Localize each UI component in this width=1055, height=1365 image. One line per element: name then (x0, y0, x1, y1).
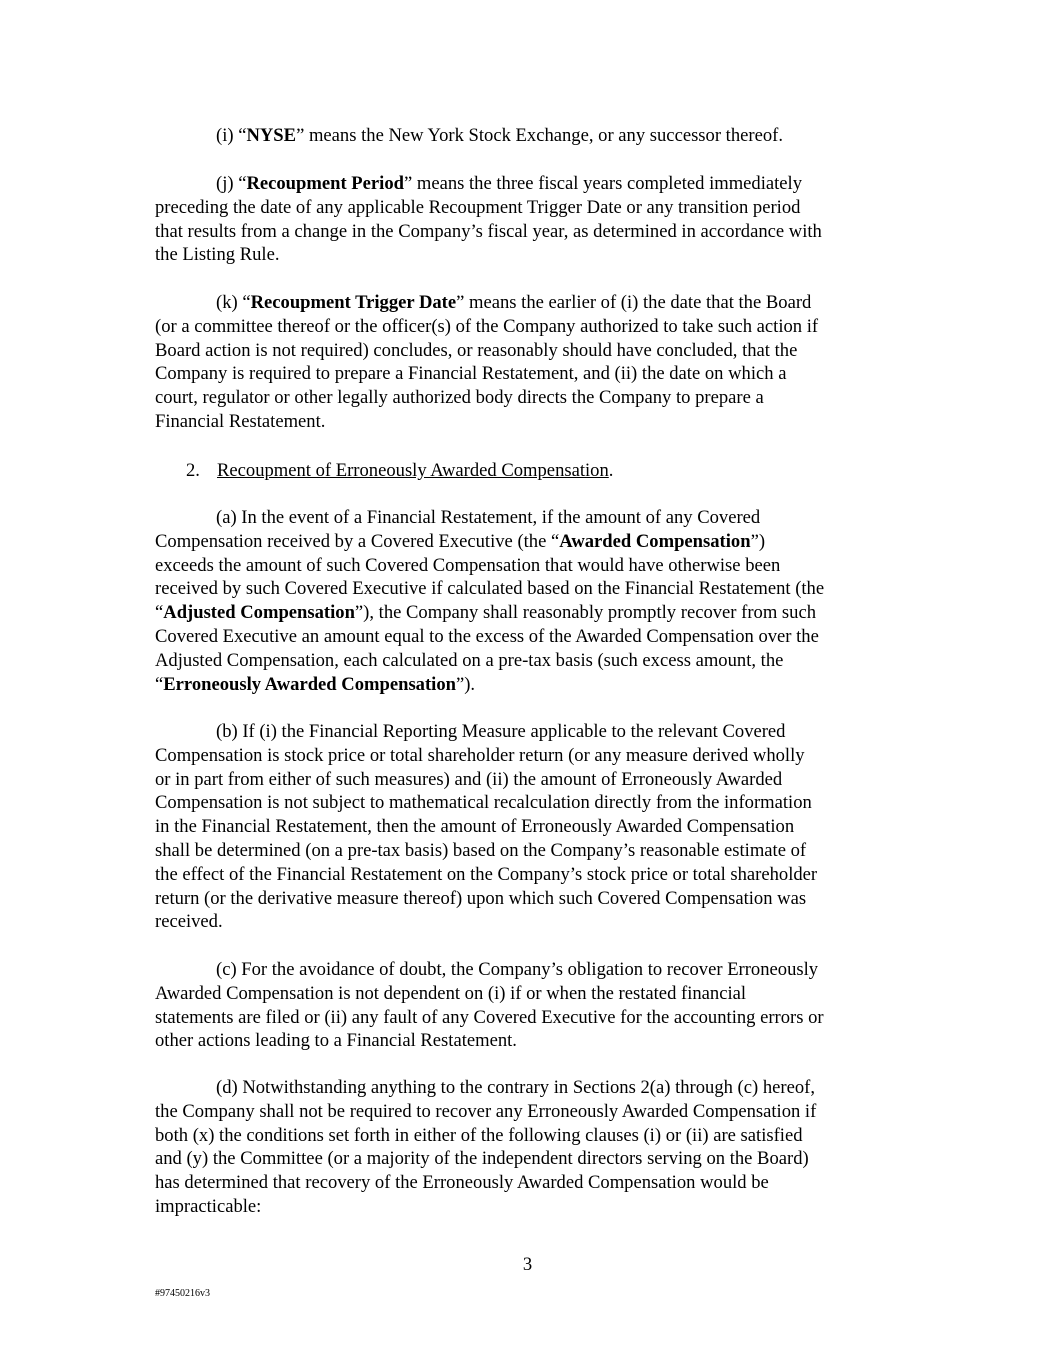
paragraph-line: statements are filed or (ii) any fault of any Covered Executive for the accounting errors or (155, 1006, 824, 1028)
clause-a (155, 506, 907, 696)
document-id: #97450216v3 (155, 1288, 210, 1299)
paragraph-line: other actions leading to a Financial Restatement. (155, 1030, 517, 1052)
paragraph-line: Company is required to prepare a Financial Restatement, and (ii) the date on which a (155, 363, 787, 385)
paragraph-line: court, regulator or other legally authorized body directs the Company to prepare a (155, 387, 764, 409)
paragraph-line: Board action is not required) concludes, or reasonably should have concluded, that the (155, 339, 798, 361)
paragraph-line: the Listing Rule. (155, 244, 280, 266)
page-number: 3 (522, 1254, 533, 1275)
paragraph-line: the Company shall not be required to recover any Erroneously Awarded Compensation if (155, 1100, 817, 1122)
defined-term: Erroneously Awarded Compensation (163, 673, 456, 695)
paragraph-line: Awarded Compensation is not dependent on (i) if or when the restated financial (155, 982, 747, 1004)
paragraph-line: Adjusted Compensation, each calculated on a pre-tax basis (such excess amount, the (155, 649, 784, 671)
paragraph-line: the effect of the Financial Restatement on the Company’s stock price or total shareholder (155, 863, 818, 885)
paragraph-line: Compensation received by a Covered Executive (the “Awarded Compensation”) (155, 530, 766, 552)
section-heading: 2. Recoupment of Erroneously Awarded Compensation. (186, 460, 614, 481)
paragraph-line: (c) For the avoidance of doubt, the Company’s obligation to recover Erroneously (216, 959, 819, 980)
paragraph-line: Covered Executive an amount equal to the excess of the Awarded Compensation over the (155, 625, 819, 647)
paragraph-line: return (or the derivative measure thereof) upon which such Covered Compensation was (155, 887, 807, 909)
paragraph-line: (d) Notwithstanding anything to the contrary in Sections 2(a) through (c) hereof, (216, 1077, 815, 1098)
defined-term: NYSE (246, 125, 297, 146)
paragraph-line: or in part from either of such measures) and (ii) the amount of Erroneously Awarded (155, 768, 783, 790)
paragraph-line: in the Financial Restatement, then the amount of Erroneously Awarded Compensation (155, 816, 795, 838)
section-title: Recoupment of Erroneously Awarded Compensation (217, 460, 609, 481)
clause-c (155, 958, 907, 1053)
paragraph-line: (b) If (i) the Financial Reporting Measure applicable to the relevant Covered (216, 721, 786, 742)
paragraph-line: Compensation is not subject to mathematical recalculation directly from the information (155, 792, 812, 814)
paragraph-line: Compensation is stock price or total shareholder return (or any measure derived wholly (155, 744, 805, 766)
paragraph-line: impracticable: (155, 1195, 262, 1217)
definition-recoupment-period (155, 172, 907, 267)
defined-term: Recoupment Period (246, 173, 404, 194)
clause-b (155, 720, 907, 934)
paragraph-line: both (x) the conditions set forth in either of the following clauses (i) or (ii) are satisfied (155, 1124, 803, 1146)
paragraph-line: that results from a change in the Company’s fiscal year, as determined in accordance with (155, 220, 822, 242)
paragraph-line: has determined that recovery of the Erroneously Awarded Compensation would be (155, 1172, 769, 1194)
paragraph-line: (i) “NYSE” means the New York Stock Exchange, or any successor thereof. (216, 125, 783, 146)
paragraph-line: received by such Covered Executive if calculated based on the Financial Restatement (the (155, 578, 825, 600)
paragraph-line: “Adjusted Compensation”), the Company shall reasonably promptly recover from such (155, 602, 817, 624)
paragraph-line: shall be determined (on a pre-tax basis) based on the Company’s reasonable estimate of (155, 839, 807, 861)
paragraph-line: (j) “Recoupment Period” means the three fiscal years completed immediately (216, 173, 803, 194)
section-number: 2. (186, 460, 200, 481)
paragraph-line: “Erroneously Awarded Compensation”). (155, 673, 476, 695)
paragraph-line: (or a committee thereof or the officer(s) of the Company authorized to take such action if (155, 315, 819, 337)
paragraph-line: (a) In the event of a Financial Restatement, if the amount of any Covered (216, 507, 761, 528)
defined-term: Recoupment Trigger Date (250, 292, 457, 313)
paragraph-line: and (y) the Committee (or a majority of the independent directors serving on the Board) (155, 1148, 809, 1170)
defined-term: Awarded Compensation (559, 530, 751, 552)
paragraph-line: received. (155, 911, 223, 933)
clause-d (155, 1076, 907, 1219)
definition-recoupment-trigger-date (155, 291, 907, 434)
paragraph-line: Financial Restatement. (155, 410, 326, 432)
paragraph-line: exceeds the amount of such Covered Compensation that would have otherwise been (155, 554, 781, 576)
paragraph-line: (k) “Recoupment Trigger Date” means the earlier of (i) the date that the Board (216, 292, 812, 313)
defined-term: Adjusted Compensation (163, 602, 355, 624)
definition-nyse (155, 124, 907, 148)
paragraph-line: preceding the date of any applicable Recoupment Trigger Date or any transition period (155, 196, 801, 218)
